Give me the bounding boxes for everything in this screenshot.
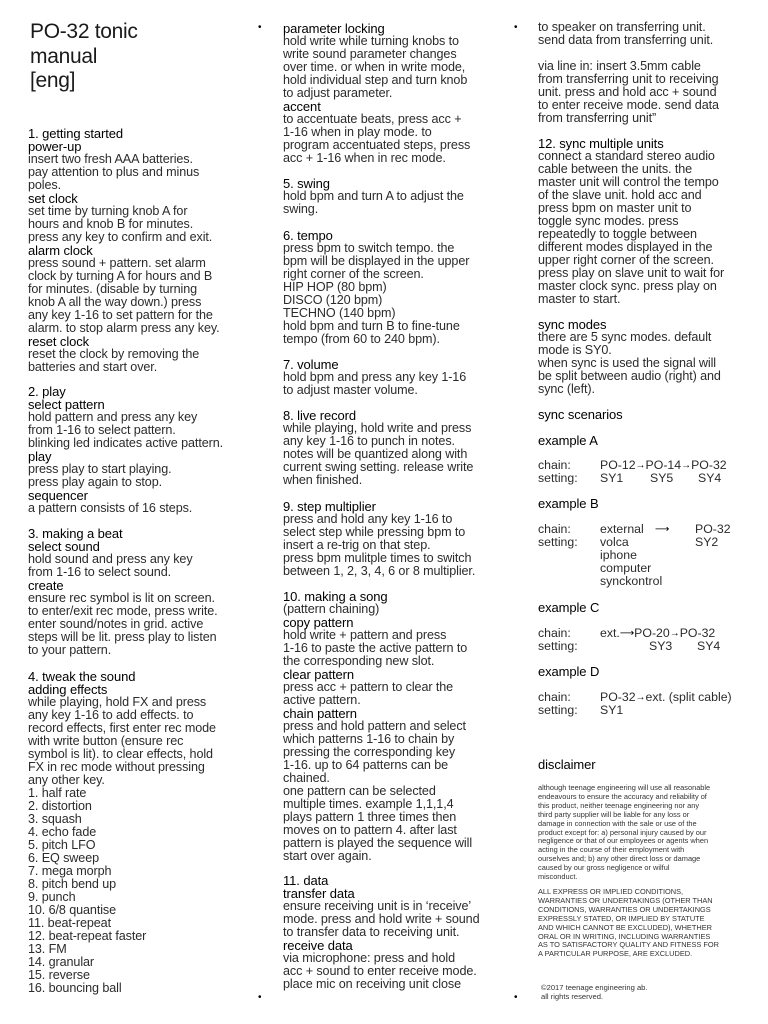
text-line: 6. EQ sweep xyxy=(28,851,100,865)
text-line: when sync is used the signal will xyxy=(538,356,716,370)
text-line: mode. press and hold write + sound xyxy=(283,912,480,926)
section-tweak-the-sound xyxy=(28,670,253,995)
example-d-table xyxy=(538,691,732,717)
example-c-heading xyxy=(538,601,599,614)
text-line: current swing setting. release write xyxy=(283,460,474,474)
paragraph xyxy=(28,502,253,515)
copyright xyxy=(541,984,766,1001)
section-heading: 8. live record xyxy=(283,408,357,423)
paragraph xyxy=(283,900,508,939)
text-line: poles. xyxy=(28,178,62,192)
section-tempo xyxy=(283,229,508,346)
setting-label: setting: xyxy=(538,639,578,653)
text-line: ©2017 teenage engineering ab. xyxy=(541,983,648,992)
text-line: 8. pitch bend up xyxy=(28,877,117,891)
text-line: while playing, hold FX and press xyxy=(28,695,207,709)
paragraph xyxy=(283,681,508,707)
text-line: external xyxy=(600,522,644,536)
example-b-heading xyxy=(538,497,599,510)
setting-value: SY4 xyxy=(698,471,722,485)
text-line: active pattern. xyxy=(283,693,361,707)
text-line: for minutes. (disable by turning xyxy=(28,282,197,296)
text-line: upper right corner of the screen. xyxy=(538,253,714,267)
example-b-table xyxy=(538,523,731,588)
chain-label: chain: xyxy=(538,690,571,704)
data-continued xyxy=(538,21,760,47)
example-d-heading xyxy=(538,665,599,678)
paragraph xyxy=(538,21,760,47)
text-line: negligence or that of our employees or agents when xyxy=(538,836,709,846)
arrow-right-icon: → xyxy=(635,692,646,703)
paragraph xyxy=(283,113,508,165)
text-line: plays pattern 1 three times then xyxy=(283,810,457,824)
text-line: reset the clock by removing the xyxy=(28,347,200,361)
setting-label: setting: xyxy=(538,703,578,717)
unit-label: PO-32 xyxy=(679,626,716,640)
text-line: clock by turning A for hours and B xyxy=(28,269,213,283)
paragraph xyxy=(283,629,508,668)
text-line: hold bpm and turn B to fine-tune xyxy=(283,319,460,333)
text-line: volca xyxy=(600,535,629,549)
setting-value: SY5 xyxy=(650,471,674,485)
text-line: 16. bouncing ball xyxy=(28,981,122,995)
text-line: to accentuate beats, press acc + xyxy=(283,112,462,126)
text-line: FX in rec mode without pressing xyxy=(28,760,205,774)
text-line: synckontrol xyxy=(600,574,663,588)
text-line: one pattern can be selected xyxy=(283,784,436,798)
unit-label: ext. xyxy=(600,626,620,640)
column-divider-dot: • xyxy=(514,22,518,33)
text-line: press play on slave unit to wait for xyxy=(538,266,725,280)
subheading: reset clock xyxy=(28,334,90,349)
text-line: press play to start playing. xyxy=(28,462,172,476)
subheading: set clock xyxy=(28,191,78,206)
unit-label: PO-32 xyxy=(691,458,727,472)
text-line: from 1-16 to select pattern. xyxy=(28,423,176,437)
text-line: select step while pressing bpm to xyxy=(283,525,466,539)
text-line: press play again to stop. xyxy=(28,475,163,489)
text-line: 15. reverse xyxy=(28,968,90,982)
section-making-a-beat xyxy=(28,527,253,657)
text-line: A PARTICULAR PURPOSE, ARE EXCLUDED. xyxy=(538,949,693,959)
section-heading: 7. volume xyxy=(283,357,339,372)
text-line: to enter/exit rec mode, press write. xyxy=(28,604,218,618)
subheading: sequencer xyxy=(28,488,88,503)
text-line: multiple times. example 1,1,1,4 xyxy=(283,797,454,811)
setting-value: SY3 xyxy=(649,639,673,653)
paragraph xyxy=(28,696,253,787)
text-line: HIP HOP (80 bpm) xyxy=(283,280,387,294)
text-line: between 1, 2, 3, 4, 6 or 8 multiplier. xyxy=(283,564,476,578)
section-heading: 9. step multiplier xyxy=(283,499,376,514)
text-line: ORAL OR IN WRITING, INCLUDING WARRANTIES xyxy=(538,931,711,941)
text-line: 10. 6/8 quantise xyxy=(28,903,117,917)
text-line: to adjust parameter. xyxy=(283,86,393,100)
section-sync xyxy=(538,137,760,306)
column-divider-dot: • xyxy=(258,22,262,33)
text-line: hold individual step and turn knob xyxy=(283,73,468,87)
text-line: press and hold any key 1-16 to xyxy=(283,512,453,526)
text-line: 1-16. up to 64 patterns can be xyxy=(283,758,449,772)
text-line: 2. distortion xyxy=(28,799,92,813)
chain-label: chain: xyxy=(538,458,571,472)
paragraph xyxy=(28,592,253,657)
title-line: [eng] xyxy=(30,69,76,92)
title-line: PO-32 tonic xyxy=(30,20,138,43)
heading-text: example D xyxy=(538,664,600,679)
text-line: although teenage engineering will use all reasonable xyxy=(538,783,711,792)
text-line: symbol is lit). to clear effects, hold xyxy=(28,747,213,761)
text-line: hold write + pattern and press xyxy=(283,628,447,642)
heading-text: example C xyxy=(538,600,600,615)
unit-label: PO-14 xyxy=(645,458,682,472)
text-line: from transferring unit” xyxy=(538,111,657,125)
text-line: 1-16 when in play mode. to xyxy=(283,125,432,139)
text-line: the corresponding new slot. xyxy=(283,654,435,668)
text-line: caused by our gross negligence or wilful xyxy=(538,863,670,873)
paragraph xyxy=(283,720,508,863)
section-volume xyxy=(283,358,508,397)
example-a-heading xyxy=(538,434,598,447)
section-heading: 12. sync multiple units xyxy=(538,136,664,151)
text-line: moves on to pattern 4. after last xyxy=(283,823,457,837)
text-line: program accentuated steps, press xyxy=(283,138,471,152)
unit-label: PO-12 xyxy=(600,458,636,472)
text-line: notes will be quantized along with xyxy=(283,447,468,461)
setting-value: SY1 xyxy=(600,703,624,717)
text-line: a pattern consists of 16 steps. xyxy=(28,501,193,515)
section-live-record xyxy=(283,409,508,487)
section-heading: 4. tweak the sound xyxy=(28,669,136,684)
paragraph xyxy=(28,411,253,450)
text-line: knob A all the way down.) press xyxy=(28,295,202,309)
arrow-right-icon: ⟶ xyxy=(619,628,635,639)
text-line: via line in: insert 3.5mm cable xyxy=(538,59,701,73)
subheading: adding effects xyxy=(28,682,108,697)
section-sync-modes xyxy=(538,318,760,396)
text-line: press acc + pattern to clear the xyxy=(283,680,454,694)
setting-row xyxy=(538,472,727,485)
text-line: cable between the units. the xyxy=(538,162,693,176)
text-line: tempo (from 60 to 240 bpm). xyxy=(283,332,440,346)
subheading: receive data xyxy=(283,938,353,953)
text-line: 3. squash xyxy=(28,812,82,826)
subheading: sync modes xyxy=(538,317,607,332)
text-line: AS TO SATISFACTORY QUALITY AND FITNESS FOR xyxy=(538,940,719,950)
setting-value: SY1 xyxy=(600,471,624,485)
text-line: hold write while turning knobs to xyxy=(283,34,459,48)
text-line: press bpm to switch tempo. the xyxy=(283,241,455,255)
text-line: place mic on receiving unit close xyxy=(283,977,461,991)
title-line: manual xyxy=(30,44,98,68)
text-line: CONDITIONS, WARRANTIES OR UNDERTAKINGS xyxy=(538,904,711,914)
paragraph xyxy=(283,422,508,487)
subheading: chain pattern xyxy=(283,706,357,721)
text-line: over time. or when in write mode, xyxy=(283,60,466,74)
setting-label: setting: xyxy=(538,535,578,549)
section-heading: 11. data xyxy=(283,873,329,888)
text-line: ourselves and; b) any other direct loss or damage xyxy=(538,854,701,864)
text-line: ensure receiving unit is in ‘receive’ xyxy=(283,899,472,913)
text-line: which patterns 1-16 to chain by xyxy=(283,732,455,746)
text-line: press sound + pattern. set alarm xyxy=(28,256,206,270)
chain-row xyxy=(538,523,731,588)
subheading: transfer data xyxy=(283,886,355,901)
text-line: to adjust master volume. xyxy=(283,383,418,397)
text-line: while playing, hold write and press xyxy=(283,421,472,435)
paragraph xyxy=(28,257,253,335)
paragraph xyxy=(538,150,760,306)
text-line: sync (left). xyxy=(538,382,595,396)
text-line: hold pattern and press any key xyxy=(28,410,198,424)
paragraph xyxy=(538,331,760,396)
unit-label: ext. (split cable) xyxy=(645,690,732,704)
section-heading: 10. making a song xyxy=(283,589,388,604)
text-line: to speaker on transferring unit. xyxy=(538,20,706,34)
section-getting-started xyxy=(28,127,253,374)
text-line: endeavours to ensure the accuracy and reliability of xyxy=(538,791,707,801)
section-swing xyxy=(283,177,508,216)
text-line: ensure rec symbol is lit on screen. xyxy=(28,591,215,605)
text-line: steps will be lit. press play to listen xyxy=(28,630,217,644)
text-line: misconduct. xyxy=(538,872,578,882)
text-line: all rights reserved. xyxy=(541,991,604,1001)
heading-text: disclaimer xyxy=(538,757,596,772)
text-line: right corner of the screen. xyxy=(283,267,424,281)
text-line: any key 1-16 to set pattern for the xyxy=(28,308,213,322)
text-line: any other key. xyxy=(28,773,105,787)
destination-unit xyxy=(695,523,731,588)
example-c-table xyxy=(538,627,720,653)
text-line: unit. press and hold acc + sound xyxy=(538,85,717,99)
text-line: press any key to confirm and exit. xyxy=(28,230,213,244)
section-heading: 3. making a beat xyxy=(28,526,123,541)
unit-label: PO-32 xyxy=(695,522,731,536)
text-line: bpm will be displayed in the upper xyxy=(283,254,470,268)
text-line: 5. pitch LFO xyxy=(28,838,96,852)
text-line: acting in the course of their employment with xyxy=(538,845,685,855)
text-line: pay attention to plus and minus xyxy=(28,165,200,179)
paragraph xyxy=(283,952,508,991)
text-line: computer xyxy=(600,561,652,575)
text-line: acc + 1-16 when in rec mode. xyxy=(283,151,446,165)
subheading: accent xyxy=(283,99,321,114)
text-line: 9. punch xyxy=(28,890,76,904)
subheading: select sound xyxy=(28,539,100,554)
subheading: select pattern xyxy=(28,397,105,412)
text-line: batteries and start over. xyxy=(28,360,158,374)
subheading: alarm clock xyxy=(28,243,93,258)
text-line: acc + sound to enter receive mode. xyxy=(283,964,477,978)
text-line: press bpm mulitple times to switch xyxy=(283,551,472,565)
text-line: hours and knob B for minutes. xyxy=(28,217,194,231)
text-line: press bpm on master unit to xyxy=(538,201,692,215)
setting-label: setting: xyxy=(538,471,578,485)
text-line: hold bpm and press any key 1-16 xyxy=(283,370,467,384)
unit-label: PO-32 xyxy=(600,690,636,704)
text-line: master unit will control the tempo xyxy=(538,175,719,189)
disclaimer-caps xyxy=(538,888,763,959)
effects-list xyxy=(28,787,253,995)
text-line: write sound parameter changes xyxy=(283,47,457,61)
text-line: from transferring unit to receiving xyxy=(538,72,719,86)
section-subtitle: (pattern chaining) xyxy=(283,602,380,616)
text-line: repeatedly to toggle between xyxy=(538,227,697,241)
chain-label: chain: xyxy=(538,522,571,536)
text-line: swing. xyxy=(283,202,319,216)
subheading: play xyxy=(28,449,52,464)
disclaimer-text xyxy=(538,784,763,882)
text-line: 13. FM xyxy=(28,942,67,956)
text-line: chained. xyxy=(283,771,330,785)
paragraph xyxy=(283,513,508,578)
setting-value: SY4 xyxy=(697,639,721,653)
text-line: 1-16 to paste the active pattern to xyxy=(283,641,468,655)
section-heading: 2. play xyxy=(28,384,66,399)
text-line: blinking led indicates active pattern. xyxy=(28,436,224,450)
text-line: connect a standard stereo audio xyxy=(538,149,715,163)
paragraph xyxy=(283,190,508,216)
section-step-multiplier xyxy=(283,500,508,578)
paragraph xyxy=(28,553,253,579)
text-line: insert a re-trig on that step. xyxy=(283,538,431,552)
subheading: copy pattern xyxy=(283,615,354,630)
paragraph xyxy=(283,242,508,346)
text-line: TECHNO (140 bpm) xyxy=(283,306,396,320)
data-line-in xyxy=(538,60,760,125)
heading-text: example B xyxy=(538,496,599,511)
text-line: ALL EXPRESS OR IMPLIED CONDITIONS, xyxy=(538,887,684,896)
arrow-right-icon: → xyxy=(669,628,680,639)
chain-label: chain: xyxy=(538,626,571,640)
column-divider-dot: • xyxy=(258,992,262,1003)
text-line: master to start. xyxy=(538,292,621,306)
section-making-a-song xyxy=(283,590,508,863)
section-heading: 6. tempo xyxy=(283,228,333,243)
text-line: toggle sync modes. press xyxy=(538,214,679,228)
subheading: clear pattern xyxy=(283,667,354,682)
text-line: to your pattern. xyxy=(28,643,112,657)
text-line: product except for: a) personal injury caused by our xyxy=(538,827,707,837)
arrow-right-icon: → xyxy=(635,460,646,471)
paragraph xyxy=(28,153,253,192)
text-line: set time by turning knob A for xyxy=(28,204,188,218)
text-line: third party supplier will be liable for any loss or xyxy=(538,809,690,819)
paragraph xyxy=(28,348,253,374)
section-heading: 5. swing xyxy=(283,176,330,191)
section-parameter-locking xyxy=(283,22,508,165)
text-line: via microphone: press and hold xyxy=(283,951,456,965)
subheading: parameter locking xyxy=(283,21,385,36)
text-line: enter sound/notes in grid. active xyxy=(28,617,204,631)
text-line: any key 1-16 to add effects. to xyxy=(28,708,194,722)
setting-row xyxy=(538,640,720,653)
text-line: to transfer data to receiving unit. xyxy=(283,925,460,939)
text-line: EXPRESSLY STATED, OR IMPLIED BY STATUTE xyxy=(538,913,705,923)
text-line: record effects, first enter rec mode xyxy=(28,721,216,735)
paragraph xyxy=(538,60,760,125)
text-line: 4. echo fade xyxy=(28,825,97,839)
paragraph xyxy=(283,371,508,397)
setting-value: SY2 xyxy=(695,535,719,549)
text-line: 1. half rate xyxy=(28,786,87,800)
setting-row xyxy=(538,536,600,549)
text-line: 14. granular xyxy=(28,955,95,969)
text-line: be split between audio (right) and xyxy=(538,369,721,383)
text-line: 7. mega morph xyxy=(28,864,112,878)
example-a-table xyxy=(538,459,727,485)
text-line: insert two fresh AAA batteries. xyxy=(28,152,193,166)
text-line: start over again. xyxy=(283,849,372,863)
text-line: of the slave unit. hold acc and xyxy=(538,188,702,202)
paragraph xyxy=(283,35,508,100)
heading-text: sync scenarios xyxy=(538,407,623,422)
unit-label: PO-20 xyxy=(634,626,670,640)
section-play xyxy=(28,385,253,515)
text-line: send data from transferring unit. xyxy=(538,33,714,47)
sync-scenarios-heading xyxy=(538,408,623,421)
text-line: alarm. to stop alarm press any key. xyxy=(28,321,220,335)
section-heading: 1. getting started xyxy=(28,126,124,141)
text-line: this product, neither teenage engineering nor any xyxy=(538,800,700,810)
text-line: any key 1-16 to punch in notes. xyxy=(283,434,455,448)
arrow-right-icon: ⟶ xyxy=(655,524,670,535)
text-line: with write button (ensure rec xyxy=(28,734,184,748)
text-line: hold bpm and turn A to adjust the xyxy=(283,189,464,203)
text-line: pattern is played the sequence will xyxy=(283,836,473,850)
text-line: hold sound and press any key xyxy=(28,552,193,566)
subheading: power-up xyxy=(28,139,82,154)
text-line: there are 5 sync modes. default xyxy=(538,330,712,344)
paragraph xyxy=(28,205,253,244)
text-line: AND WHICH CANNOT BE EXCLUDED), WHETHER xyxy=(538,922,712,932)
text-line: to enter receive mode. send data xyxy=(538,98,719,112)
disclaimer-heading xyxy=(538,758,596,771)
text-line: 12. beat-repeat faster xyxy=(28,929,147,943)
text-line: damage in connection with the sale or use of the xyxy=(538,818,697,828)
text-line: different modes displayed in the xyxy=(538,240,713,254)
source-list xyxy=(600,522,663,588)
text-line: WARRANTIES OR UNDERTAKINGS (OTHER THAN xyxy=(538,895,713,905)
column-divider-dot: • xyxy=(514,992,518,1003)
text-line: mode is SY0. xyxy=(538,343,612,357)
text-line: master clock sync. press play on xyxy=(538,279,717,293)
text-line: when finished. xyxy=(283,473,363,487)
setting-row xyxy=(538,704,732,717)
page-title xyxy=(30,20,138,94)
arrow-right-icon: → xyxy=(681,460,692,471)
heading-text: example A xyxy=(538,433,598,448)
text-line: iphone xyxy=(600,548,637,562)
paragraph xyxy=(28,463,253,489)
text-line: DISCO (120 bpm) xyxy=(283,293,383,307)
subheading: create xyxy=(28,578,64,593)
text-line: pressing the corresponding key xyxy=(283,745,456,759)
text-line: 11. beat-repeat xyxy=(28,916,111,930)
text-line: press and hold pattern and select xyxy=(283,719,466,733)
section-data xyxy=(283,874,508,991)
text-line: from 1-16 to select sound. xyxy=(28,565,172,579)
